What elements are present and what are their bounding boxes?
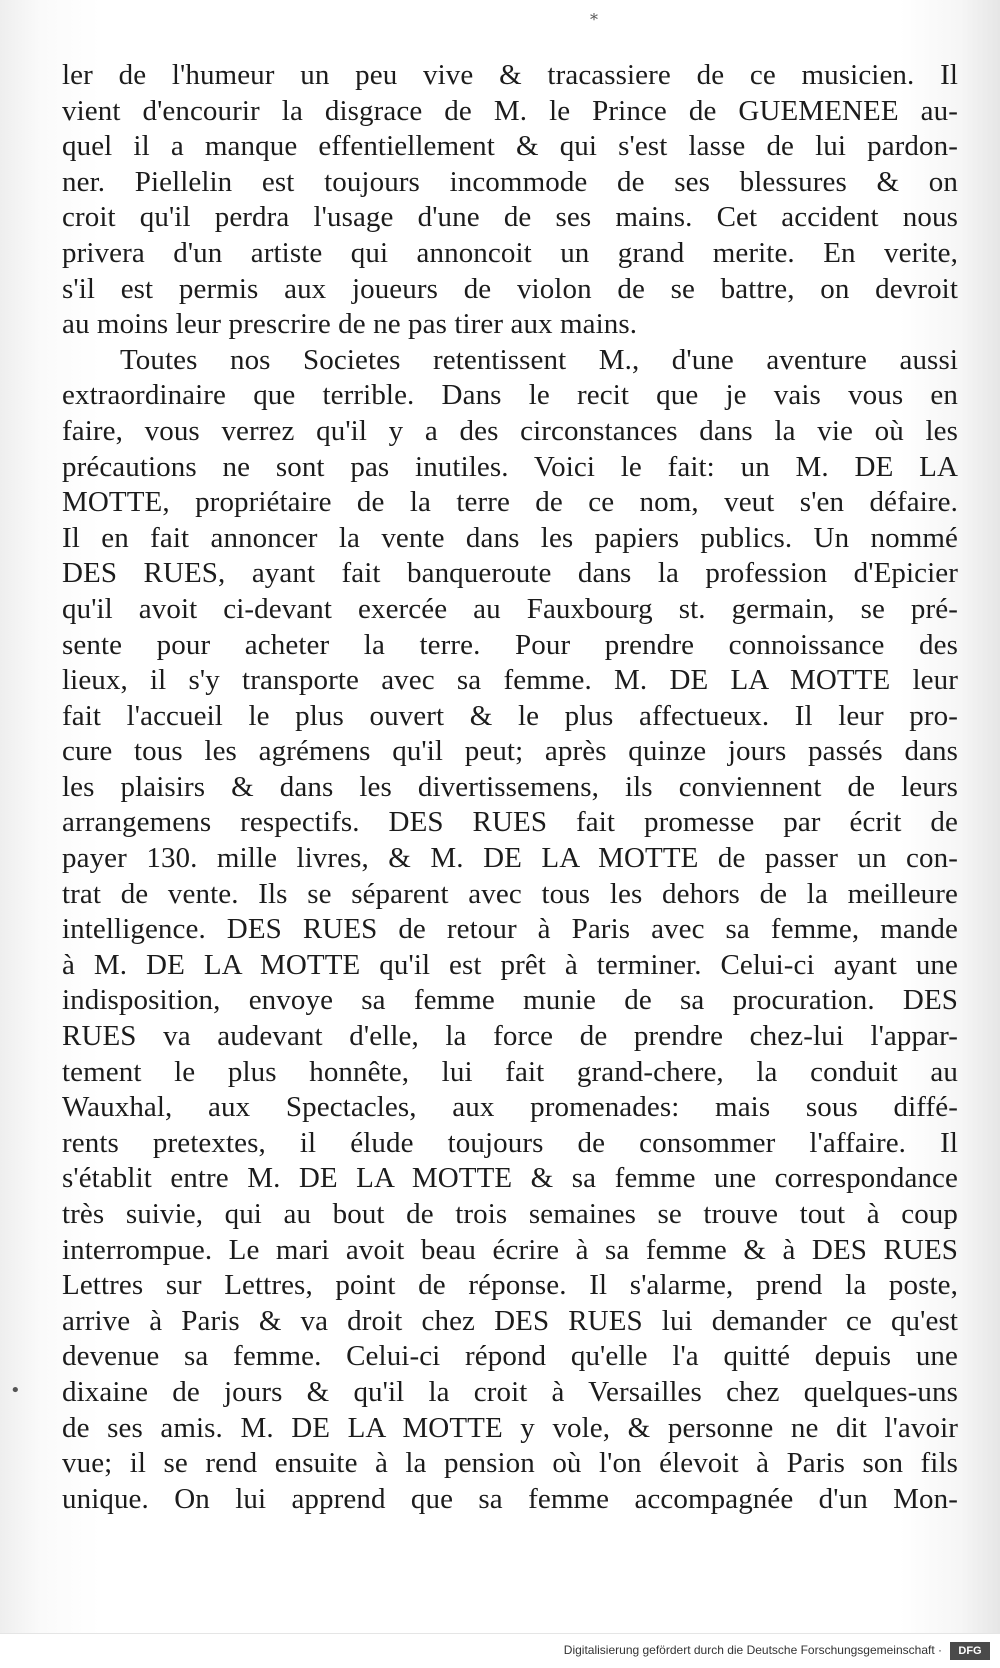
text-line: Lettres sur Lettres, point de réponse. Il s'alarme, prend la poste,	[62, 1269, 958, 1302]
text-line: très suivie, qui au bout de trois semaines se trouve tout à coup	[62, 1198, 958, 1230]
text-line: de ses amis. M. DE LA MOTTE y vole, & personne ne dit l'avoir	[62, 1411, 958, 1444]
funding-credit: Digitalisierung gefördert durch die Deutsche Forschungsgemeinschaft ·	[563, 1643, 942, 1657]
text-line: croit qu'il perdra l'usage d'une de ses mains. Cet accident nous	[62, 201, 958, 234]
text-line: rents pretextes, il élude toujours de consommer l'affaire. Il	[62, 1126, 958, 1159]
text-line: payer 130. mille livres, & M. DE LA MOTTE de passer un con-	[62, 842, 958, 875]
text-line: s'il est permis aux joueurs de violon de se battre, on devroit	[62, 272, 958, 305]
text-line: ler de l'humeur un peu vive & tracassiere de ce musicien. Il	[62, 59, 958, 91]
text-line: unique. On lui apprend que sa femme accompagnée d'un Mon-	[62, 1482, 958, 1515]
text-line: extraordinaire que terrible. Dans le recit que je vais vous en	[62, 379, 958, 412]
body-text	[62, 58, 958, 1517]
text-line: faire, vous verrez qu'il y a des circonstances dans la vie où les	[62, 414, 958, 447]
text-line: sente pour acheter la terre. Pour prendre connoissance des	[62, 628, 958, 661]
page-speck-left: •	[10, 1380, 21, 1401]
text-line: quel il a manque effentiellement & qui s'est lasse de lui pardon-	[62, 130, 958, 163]
text-line: vue; il se rend ensuite à la pension où l'on élevoit à Paris son fils	[62, 1447, 958, 1480]
text-line: devenue sa femme. Celui-ci répond qu'elle l'a quitté depuis une	[62, 1340, 958, 1373]
text-line: arrive à Paris & va droit chez DES RUES lui demander ce qu'est	[62, 1304, 958, 1337]
text-line: s'établit entre M. DE LA MOTTE & sa femme une correspondance	[62, 1162, 958, 1195]
text-line: lieux, il s'y transporte avec sa femme. M. DE LA MOTTE leur	[62, 664, 958, 697]
text-line: cure tous les agrémens qu'il peut; après quinze jours passés dans	[62, 735, 958, 768]
text-line: qu'il avoit ci-devant exercée au Fauxbourg st. germain, se pré-	[62, 592, 958, 625]
text-line: privera d'un artiste qui annoncoit un grand merite. En verite,	[62, 236, 958, 269]
text-line: à M. DE LA MOTTE qu'il est prêt à terminer. Celui-ci ayant une	[62, 948, 958, 981]
text-line: trat de vente. Ils se séparent avec tous les dehors de la meilleure	[62, 877, 958, 910]
text-line: fait l'accueil le plus ouvert & le plus affectueux. Il leur pro-	[62, 699, 958, 732]
text-line: Wauxhal, aux Spectacles, aux promenades: mais sous diffé-	[62, 1091, 958, 1124]
dfg-logo: DFG	[950, 1642, 990, 1660]
text-line: DES RUES, ayant fait banqueroute dans la profession d'Epicier	[62, 557, 958, 590]
text-line: ner. Piellelin est toujours incommode de ses blessures & on	[62, 165, 958, 198]
text-line: dixaine de jours & qu'il la croit à Versailles chez quelques-uns	[62, 1375, 958, 1408]
page-speck-top: *	[590, 10, 598, 29]
digitization-footer	[0, 1633, 1000, 1668]
text-line-paragraph-end: au moins leur prescrire de ne pas tirer aux mains.	[62, 308, 638, 341]
text-line: tement le plus honnête, lui fait grand-chere, la conduit au	[62, 1055, 958, 1088]
text-line: Il en fait annoncer la vente dans les papiers publics. Un nommé	[62, 521, 958, 554]
text-line-paragraph-start: Toutes nos Societes retentissent M., d'une aventure aussi	[120, 343, 958, 376]
text-line: arrangemens respectifs. DES RUES fait promesse par écrit de	[62, 806, 958, 839]
text-line: RUES va audevant d'elle, la force de prendre chez-lui l'appar-	[62, 1020, 958, 1053]
text-line: les plaisirs & dans les divertissemens, ils conviennent de leurs	[62, 770, 958, 803]
text-line: vient d'encourir la disgrace de M. le Prince de GUEMENEE au-	[62, 94, 958, 127]
text-line: indisposition, envoye sa femme munie de sa procuration. DES	[62, 984, 958, 1017]
text-line: précautions ne sont pas inutiles. Voici le fait: un M. DE LA	[62, 450, 958, 483]
text-line: intelligence. DES RUES de retour à Paris avec sa femme, mande	[62, 913, 958, 946]
text-line: MOTTE, propriétaire de la terre de ce nom, veut s'en défaire.	[62, 486, 958, 519]
text-line: interrompue. Le mari avoit beau écrire à sa femme & à DES RUES	[62, 1233, 958, 1266]
